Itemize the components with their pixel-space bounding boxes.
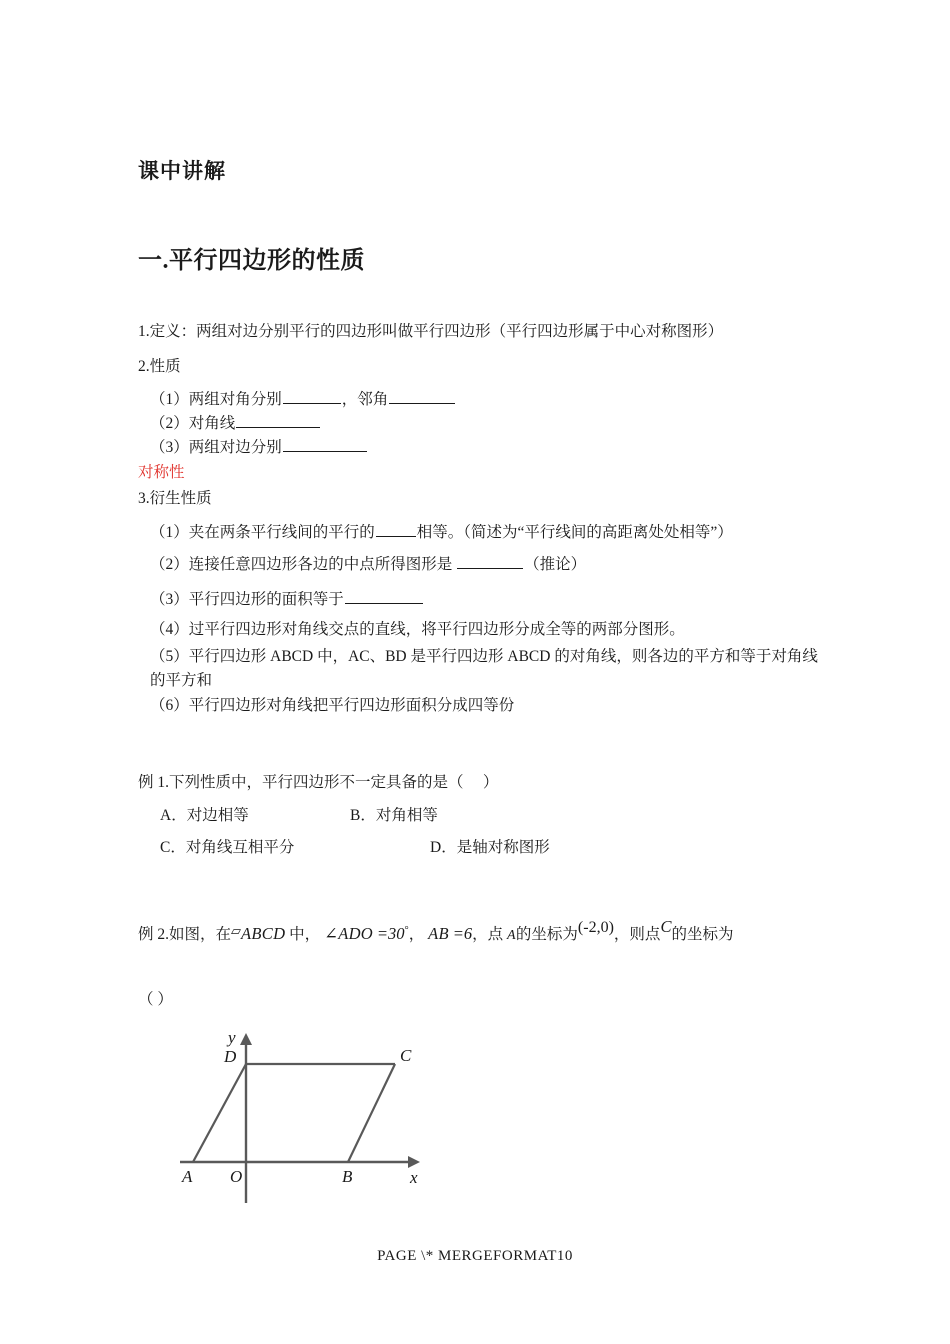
example2-comma1: ，: [408, 926, 425, 943]
property-3-blank: [283, 436, 367, 452]
page-footer: PAGE \* MERGEFORMAT10: [377, 1248, 573, 1264]
property-1-text-a: （1）两组对角分别: [150, 391, 282, 408]
example2-seg-eq: =6: [452, 924, 473, 943]
example2-angle-unit: °: [404, 924, 409, 936]
section-heading: 一.平行四边形的性质: [138, 248, 365, 274]
derived-2: [150, 553, 586, 577]
example1-stem: [138, 770, 498, 792]
option-a-key: A．: [160, 807, 187, 824]
derived-3-text: （3）平行四边形的面积等于: [150, 591, 344, 608]
x-axis-arrow: [408, 1156, 420, 1168]
property-3: [150, 436, 368, 460]
properties-heading: 2.性质: [138, 358, 181, 375]
property-2: [150, 412, 321, 436]
example2-angle-label: ∠ADO: [324, 924, 373, 943]
example2-angle-eq: =30: [376, 924, 405, 943]
derived-2-text-a: （2）连接任意四边形各边的中点所得图形是: [150, 556, 453, 573]
label-b: B: [342, 1167, 353, 1186]
property-1-text-b: ，邻角: [341, 391, 389, 408]
example1-option-b[interactable]: [350, 803, 438, 825]
definition-line: 1.定义：两组对边分别平行的四边形叫做平行四边形（平行四边形属于中心对称图形）: [138, 323, 724, 340]
label-a: A: [182, 1167, 193, 1186]
example2-then-text: 则点: [629, 926, 661, 943]
derived-4: （4）过平行四边形对角线交点的直线，将平行四边形分成全等的两部分图形。: [150, 621, 685, 638]
example1-option-d[interactable]: [430, 835, 550, 857]
property-1-blank-a: [283, 388, 341, 404]
derived-heading: 3.衍生性质: [138, 490, 212, 507]
option-c-key: C．: [160, 839, 186, 856]
example1-stem-close: ）: [482, 774, 499, 791]
example2-mid1: 中，: [289, 926, 321, 943]
derived-3-blank: [345, 588, 423, 604]
example1-option-c[interactable]: [160, 835, 294, 857]
derived-1: [150, 521, 733, 545]
side-ad: [193, 1064, 246, 1162]
example2-tail-text: 的坐标为: [671, 926, 734, 943]
symmetry-note: 对称性: [138, 464, 185, 481]
example2-lead: 例 2.如图，在: [138, 926, 232, 943]
parallelogram-symbol: ▱: [231, 923, 242, 938]
derived-6: （6）平行四边形对角线把平行四边形面积分成四等份: [150, 697, 515, 714]
derived-1-text-a: （1）夹在两条平行线间的平行的: [150, 524, 375, 541]
example1-stem-text: 例 1.下列性质中，平行四边形不一定具备的是（: [138, 774, 464, 791]
example2-point-a: A: [507, 928, 516, 943]
label-y-axis: y: [228, 1028, 236, 1047]
example2-seg-label: AB: [428, 924, 449, 943]
y-axis-arrow: [240, 1033, 252, 1045]
property-3-text: （3）两组对边分别: [150, 439, 282, 456]
geometry-figure: [160, 1025, 450, 1230]
example2-quad-label: ABCD: [241, 924, 286, 943]
derived-1-text-b: 相等。（简述为“平行线间的高距离处处相等”）: [416, 524, 733, 541]
example2-point-a-text: 点: [487, 926, 504, 943]
option-d-text: 是轴对称图形: [456, 839, 550, 856]
derived-2-blank: [457, 553, 523, 569]
label-d: D: [224, 1047, 237, 1066]
example2-comma2: ，: [472, 926, 488, 943]
option-c-text: 对角线互相平分: [185, 839, 295, 856]
label-x-axis: x: [410, 1168, 418, 1187]
label-origin: O: [230, 1167, 243, 1186]
label-c: C: [400, 1046, 412, 1065]
course-heading: 课中讲解: [138, 159, 226, 183]
example2-point-c: C: [660, 917, 672, 936]
property-2-text: （2）对角线: [150, 415, 236, 432]
option-d-key: D．: [430, 839, 457, 856]
property-1-blank-b: [389, 388, 455, 404]
example2-answer-blank[interactable]: （ ）: [138, 991, 173, 1008]
property-2-blank: [236, 412, 320, 428]
property-1: [150, 388, 456, 412]
derived-1-blank: [376, 521, 416, 537]
derived-3: [150, 588, 424, 612]
derived-5: （5）平行四边形 ABCD 中，AC、BD 是平行四边形 ABCD 的对角线，则各边的平方和等于对角线的平方和: [150, 648, 818, 690]
example2-comma3: ，: [613, 926, 630, 943]
side-cb: [348, 1064, 395, 1162]
option-b-text: 对角相等: [375, 807, 438, 824]
geometry-figure-svg: [160, 1025, 450, 1230]
example2-coord-text: 的坐标为: [515, 926, 578, 943]
example2-coord-value: (‑2,0): [577, 919, 614, 936]
derived-2-text-b: （推论）: [524, 556, 587, 573]
example2-stem: [138, 917, 734, 944]
example1-option-a[interactable]: [160, 803, 249, 825]
option-a-text: 对边相等: [186, 807, 249, 824]
option-b-key: B．: [350, 807, 376, 824]
